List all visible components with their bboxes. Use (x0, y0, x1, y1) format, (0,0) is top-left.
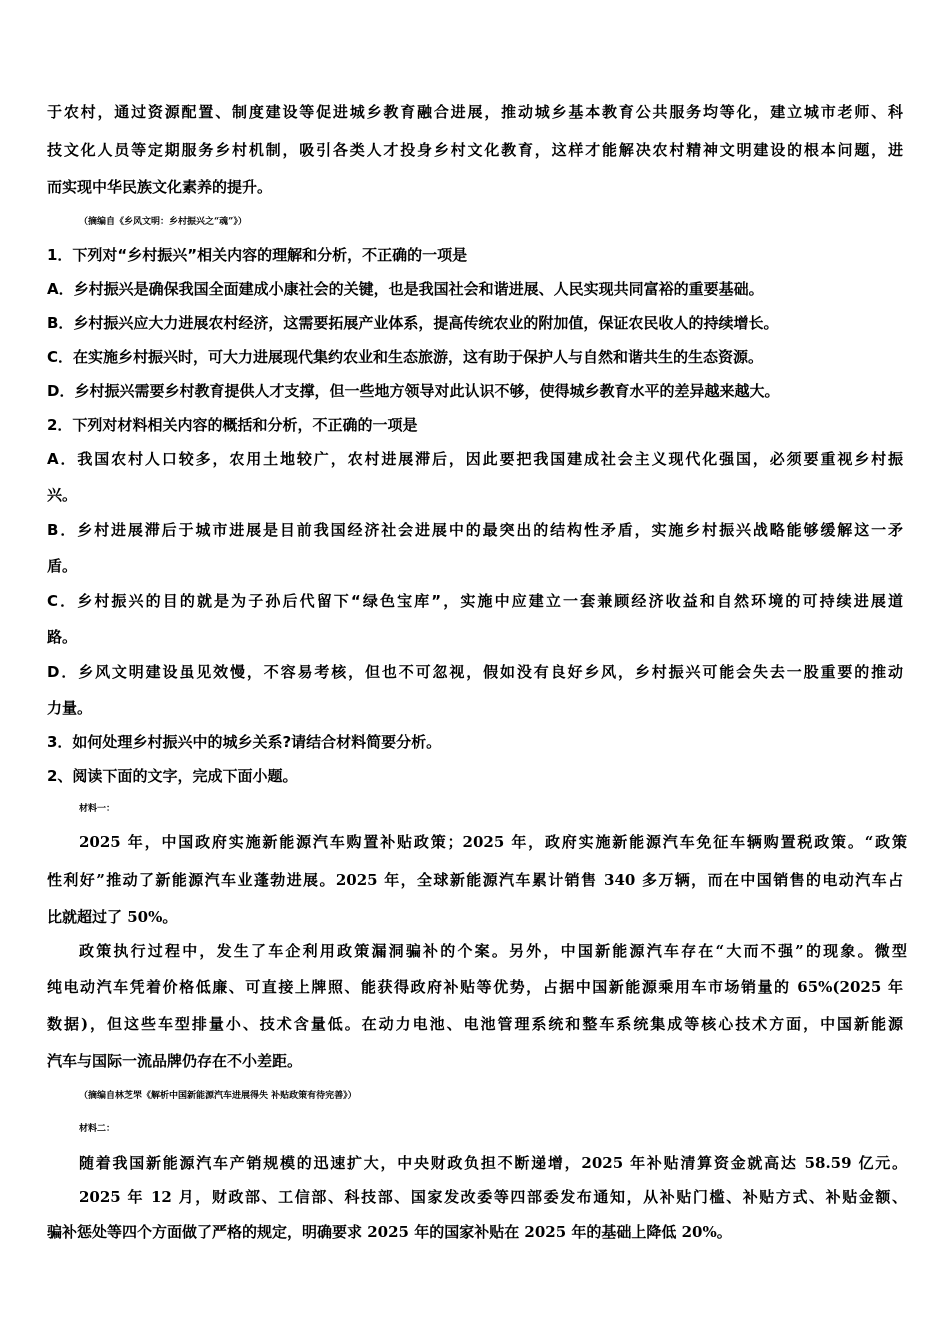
paragraph-line: 纯电动汽车凭着价格低廉、可直接上牌照、能获得政府补贴等优势，占据中国新能源乘用车市场销量的 65%(2025 年 (47, 978, 903, 996)
paragraph-line: 2025 年 12 月，财政部、工信部、科技部、国家发改委等四部委发布通知，从补贴门槛、补贴方式、补贴金额、 (79, 1188, 907, 1206)
material-1-label: 材料一： (79, 804, 116, 814)
paragraph-line: 2025 年，中国政府实施新能源汽车购置补贴政策；2025 年，政府实施新能源汽车免征车辆购置税政策。“政策 (79, 833, 907, 851)
question-2-option-d: D．乡风文明建设虽见效慢，不容易考核，但也不可忽视，假如没有良好乡风，乡村振兴可能会失去一股重要的推动 (47, 663, 903, 681)
paragraph-line: 性利好”推动了新能源汽车业蓬勃进展。2025 年，全球新能源汽车累计销售 340 多万辆，而在中国销售的电动汽车占 (47, 871, 903, 889)
paragraph-line: 骗补惩处等四个方面做了严格的规定，明确要求 2025 年的国家补贴在 2025 年的基础上降低 20%。 (47, 1223, 732, 1241)
question-1-option-c: C．在实施乡村振兴时，可大力进展现代集约农业和生态旅游，这有助于保护人与自然和谐共生的生态资源。 (47, 348, 764, 366)
question-2-option-d-cont: 力量。 (47, 699, 93, 717)
question-2-stem: 2．下列对材料相关内容的概括和分析，不正确的一项是 (47, 416, 418, 434)
paragraph-line: 比就超过了 50%。 (47, 908, 178, 926)
question-3-stem: 3．如何处理乡村振兴中的城乡关系?请结合材料简要分析。 (47, 733, 442, 751)
paragraph-line: 于农村，通过资源配置、制度建设等促进城乡教育融合进展，推动城乡基本教育公共服务均等化，建立城市老师、科 (47, 103, 903, 121)
question-2-option-b: B．乡村进展滞后于城市进展是目前我国经济社会进展中的最突出的结构性矛盾，实施乡村振兴战略能够缓解这一矛 (47, 521, 903, 539)
paragraph-line: 政策执行过程中，发生了车企利用政策漏洞骗补的个案。另外，中国新能源汽车存在“大而不强”的现象。微型 (79, 942, 907, 960)
question-1-option-a: A．乡村振兴是确保我国全面建成小康社会的关键，也是我国社会和谐进展、人民实现共同富裕的重要基础。 (47, 280, 764, 298)
paragraph-line: 数据)，但这些车型排量小、技术含量低。在动力电池、电池管理系统和整车系统集成等核心技术方面，中国新能源 (47, 1015, 903, 1033)
question-2-option-b-cont: 盾。 (47, 557, 78, 575)
question-2-option-c: C．乡村振兴的目的就是为子孙后代留下“绿色宝库”，实施中应建立一套兼顾经济收益和自然环境的可持续进展道 (47, 592, 903, 610)
question-2-option-a: A．我国农村人口较多，农用土地较广，农村进展滞后，因此要把我国建成社会主义现代化强国，必须要重视乡村振 (47, 450, 903, 468)
paragraph-line: 而实现中华民族文化素养的提升。 (47, 178, 273, 196)
question-1-option-b: B．乡村振兴应大力进展农村经济，这需要拓展产业体系，提高传统农业的附加值，保证农民收人的持续增长。 (47, 314, 779, 332)
section-2-heading: 2、阅读下面的文字，完成下面小题。 (47, 767, 298, 785)
paragraph-line: 汽车与国际一流品牌仍存在不小差距。 (47, 1052, 303, 1070)
source-citation: （摘编自林芝罘《解析中国新能源汽车进展得失 补贴政策有待完善》） (79, 1091, 357, 1101)
source-citation: （摘编自《乡风文明：乡村振兴之“魂”》） (79, 217, 247, 227)
paragraph-line: 随着我国新能源汽车产销规模的迅速扩大，中央财政负担不断递增，2025 年补贴清算资金就高达 58.59 亿元。 (79, 1154, 907, 1172)
question-2-option-c-cont: 路。 (47, 628, 78, 646)
paragraph-line: 技文化人员等定期服务乡村机制，吸引各类人才投身乡村文化教育，这样才能解决农村精神文明建设的根本问题，进 (47, 141, 903, 159)
question-1-stem: 1．下列对“乡村振兴”相关内容的理解和分析，不正确的一项是 (47, 246, 468, 264)
question-1-option-d: D．乡村振兴需要乡村教育提供人才支撑，但一些地方领导对此认识不够，使得城乡教育水平的差异越来越大。 (47, 382, 780, 400)
question-2-option-a-cont: 兴。 (47, 486, 78, 504)
material-2-label: 材料二： (79, 1124, 116, 1134)
